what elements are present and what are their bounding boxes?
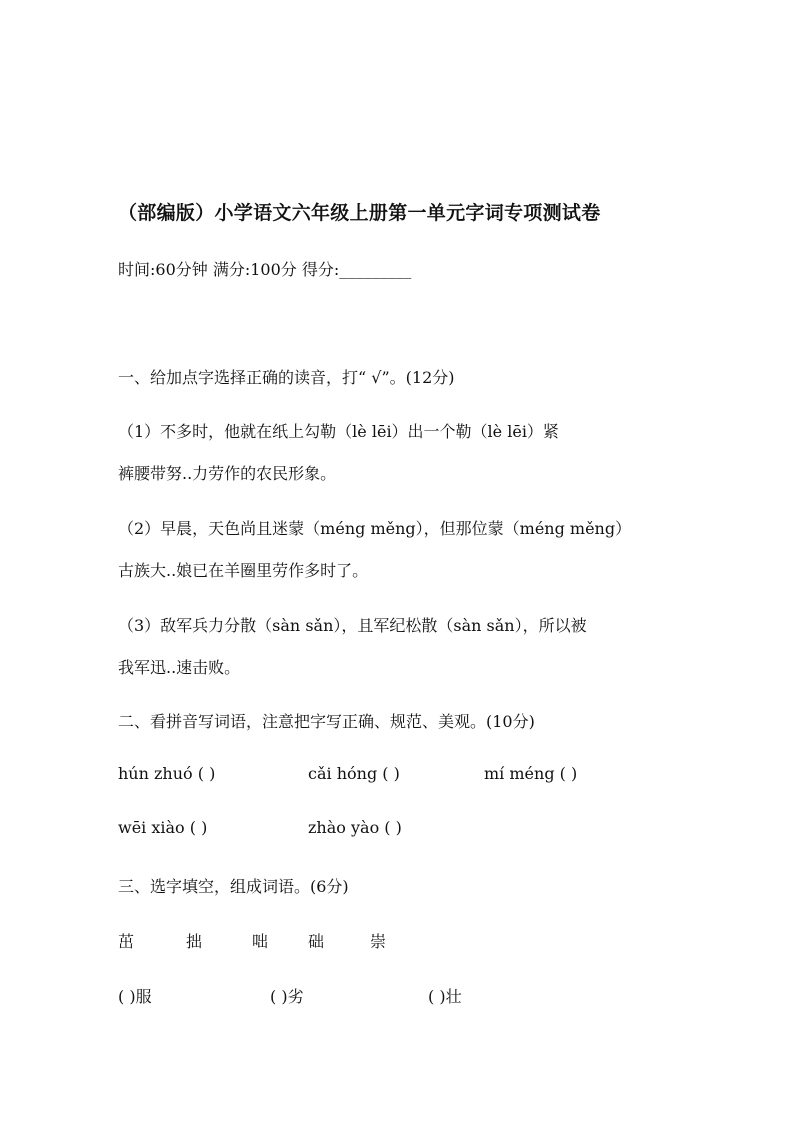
question1-line1: （1）不多时，他就在纸上勾勒（lè lēi）出一个勒（lè lēi）紧: [118, 422, 559, 441]
question2-line1: （2）早晨，天色尚且迷蒙（méng měng），但那位蒙（méng měng）: [118, 519, 632, 538]
exam-info: 时间:60分钟 满分:100分 得分:_________: [118, 260, 412, 279]
char-choices: [118, 929, 418, 951]
pinyin-item: hún zhuó ( ): [118, 764, 216, 783]
char-choice: 崇: [370, 932, 387, 951]
question3-line2: 我军迅..速击败。: [118, 658, 241, 677]
fill-blank-item: ( )服: [118, 987, 152, 1006]
pinyin-item: zhào yào ( ): [308, 818, 402, 837]
pinyin-item: wēi xiào ( ): [118, 818, 208, 837]
pinyin-row-1: [118, 764, 678, 786]
fill-blanks-row: [118, 984, 538, 1006]
question3-line1: （3）敌军兵力分散（sàn sǎn），且军纪松散（sàn sǎn），所以被: [118, 616, 587, 635]
char-choice: 础: [308, 932, 325, 951]
exam-title: （部编版）小学语文六年级上册第一单元字词专项测试卷: [118, 202, 601, 224]
fill-blank-item: ( )劣: [270, 987, 304, 1006]
question1-line2: 裤腰带努..力劳作的农民形象。: [118, 464, 337, 483]
fill-blank-item: ( )壮: [428, 987, 462, 1006]
pinyin-item: mí méng ( ): [484, 764, 578, 783]
char-choice: 咄: [252, 932, 269, 951]
section2-heading: 二、看拼音写词语，注意把字写正确、规范、美观。(10分): [118, 712, 535, 731]
char-choice: 拙: [186, 932, 203, 951]
section3-heading: 三、选字填空，组成词语。(6分): [118, 877, 349, 896]
question2-line2: 古族大..娘已在羊圈里劳作多时了。: [118, 561, 369, 580]
char-choice: 茁: [118, 932, 135, 951]
pinyin-row-2: [118, 818, 678, 840]
section1-heading: 一、给加点字选择正确的读音，打“ √”。(12分): [118, 368, 455, 387]
pinyin-item: cǎi hóng ( ): [308, 764, 400, 783]
